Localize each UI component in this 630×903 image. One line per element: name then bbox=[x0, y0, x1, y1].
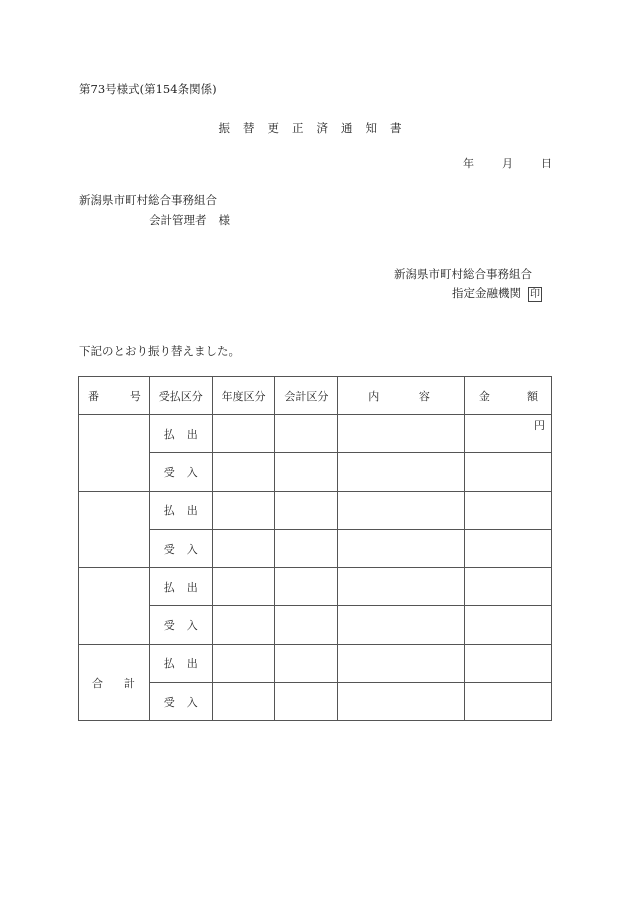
type-cell bbox=[149, 529, 212, 567]
number-cell[interactable] bbox=[79, 568, 150, 645]
title-char: 知 bbox=[365, 121, 377, 135]
title-char: 正 bbox=[292, 121, 304, 135]
table-row bbox=[79, 568, 552, 606]
content-cell[interactable] bbox=[338, 683, 465, 721]
total-label-char: 計 bbox=[123, 676, 135, 690]
recipient-title bbox=[149, 212, 230, 228]
title-char: 振 bbox=[218, 121, 230, 135]
type-char: 払 bbox=[163, 427, 175, 441]
type-cell bbox=[149, 683, 212, 721]
table-row bbox=[79, 453, 552, 491]
table-row bbox=[79, 491, 552, 529]
account-cell[interactable] bbox=[275, 606, 338, 644]
form-number: 第73号様式(第154条関係) bbox=[79, 82, 217, 96]
amount-cell[interactable] bbox=[464, 453, 551, 491]
sender-organization: 新潟県市町村総合事務組合 bbox=[394, 267, 532, 281]
account-cell[interactable] bbox=[275, 415, 338, 453]
header-number-char: 号 bbox=[129, 389, 141, 403]
content-cell[interactable] bbox=[338, 606, 465, 644]
document-title bbox=[0, 120, 630, 136]
type-char: 出 bbox=[186, 427, 198, 441]
account-cell[interactable] bbox=[275, 683, 338, 721]
table-row bbox=[79, 415, 552, 453]
account-cell[interactable] bbox=[275, 491, 338, 529]
amount-cell[interactable] bbox=[464, 644, 551, 682]
type-cell bbox=[149, 606, 212, 644]
year-cell[interactable] bbox=[212, 644, 275, 682]
header-number-char: 番 bbox=[88, 389, 99, 403]
recipient-organization: 新潟県市町村総合事務組合 bbox=[79, 193, 217, 207]
amount-cell[interactable] bbox=[464, 606, 551, 644]
year-cell[interactable] bbox=[212, 491, 275, 529]
type-char: 払 bbox=[163, 580, 175, 594]
header-year: 年度区分 bbox=[212, 377, 275, 415]
title-char: 済 bbox=[316, 121, 328, 135]
transfer-table bbox=[78, 376, 552, 721]
table-header-row bbox=[79, 377, 552, 415]
title-char: 更 bbox=[267, 121, 279, 135]
type-char: 受 bbox=[163, 465, 175, 479]
header-content-char: 容 bbox=[418, 389, 430, 403]
type-cell bbox=[149, 644, 212, 682]
year-cell[interactable] bbox=[212, 453, 275, 491]
date-day-label: 日 bbox=[541, 157, 552, 170]
date-year-label: 年 bbox=[463, 157, 474, 170]
year-cell[interactable] bbox=[212, 415, 275, 453]
account-cell[interactable] bbox=[275, 529, 338, 567]
year-cell[interactable] bbox=[212, 529, 275, 567]
header-amount-char: 金 bbox=[478, 389, 490, 403]
title-char: 替 bbox=[243, 121, 255, 135]
content-cell[interactable] bbox=[338, 415, 465, 453]
type-char: 受 bbox=[163, 542, 175, 556]
type-cell bbox=[149, 415, 212, 453]
type-char: 入 bbox=[186, 465, 198, 479]
header-amount-char: 額 bbox=[527, 389, 538, 403]
number-cell[interactable] bbox=[79, 491, 150, 568]
type-char: 払 bbox=[163, 657, 175, 671]
recipient-title-text: 会計管理者 bbox=[149, 213, 207, 227]
type-char: 出 bbox=[186, 580, 198, 594]
type-char: 受 bbox=[163, 619, 175, 633]
year-cell[interactable] bbox=[212, 683, 275, 721]
amount-cell[interactable] bbox=[464, 415, 551, 453]
content-cell[interactable] bbox=[338, 644, 465, 682]
type-char: 入 bbox=[186, 542, 198, 556]
type-char: 払 bbox=[163, 504, 175, 518]
amount-cell[interactable] bbox=[464, 568, 551, 606]
header-account: 会計区分 bbox=[275, 377, 338, 415]
table-row bbox=[79, 529, 552, 567]
content-cell[interactable] bbox=[338, 453, 465, 491]
type-cell bbox=[149, 453, 212, 491]
number-cell[interactable] bbox=[79, 415, 150, 492]
type-char: 入 bbox=[186, 619, 198, 633]
content-cell[interactable] bbox=[338, 529, 465, 567]
header-content bbox=[338, 377, 465, 415]
seal-icon: 印 bbox=[530, 288, 540, 300]
date-line bbox=[463, 155, 552, 171]
type-char: 入 bbox=[186, 695, 198, 709]
total-row bbox=[79, 683, 552, 721]
recipient-honorific: 様 bbox=[218, 213, 230, 227]
type-cell bbox=[149, 491, 212, 529]
amount-cell[interactable] bbox=[464, 683, 551, 721]
content-cell[interactable] bbox=[338, 491, 465, 529]
amount-cell[interactable] bbox=[464, 529, 551, 567]
total-row bbox=[79, 644, 552, 682]
date-month-label: 月 bbox=[502, 157, 513, 170]
content-cell[interactable] bbox=[338, 568, 465, 606]
intro-text: 下記のとおり振り替えました。 bbox=[79, 344, 240, 358]
type-cell bbox=[149, 568, 212, 606]
total-label-char: 合 bbox=[92, 676, 103, 690]
type-char: 受 bbox=[163, 695, 175, 709]
account-cell[interactable] bbox=[275, 568, 338, 606]
amount-cell[interactable] bbox=[464, 491, 551, 529]
type-char: 出 bbox=[186, 657, 198, 671]
sender-title-text: 指定金融機関 bbox=[452, 286, 521, 300]
title-char: 書 bbox=[390, 121, 402, 135]
title-char: 通 bbox=[341, 121, 353, 135]
total-label-cell bbox=[79, 644, 150, 721]
header-type: 受払区分 bbox=[149, 377, 212, 415]
header-content-char: 内 bbox=[368, 389, 380, 403]
table-row bbox=[79, 606, 552, 644]
yen-unit-label: 円 bbox=[534, 419, 545, 432]
header-number bbox=[79, 377, 150, 415]
account-cell[interactable] bbox=[275, 644, 338, 682]
account-cell[interactable] bbox=[275, 453, 338, 491]
type-char: 出 bbox=[186, 504, 198, 518]
sender-title bbox=[452, 285, 542, 302]
header-amount bbox=[464, 377, 551, 415]
year-cell[interactable] bbox=[212, 568, 275, 606]
year-cell[interactable] bbox=[212, 606, 275, 644]
